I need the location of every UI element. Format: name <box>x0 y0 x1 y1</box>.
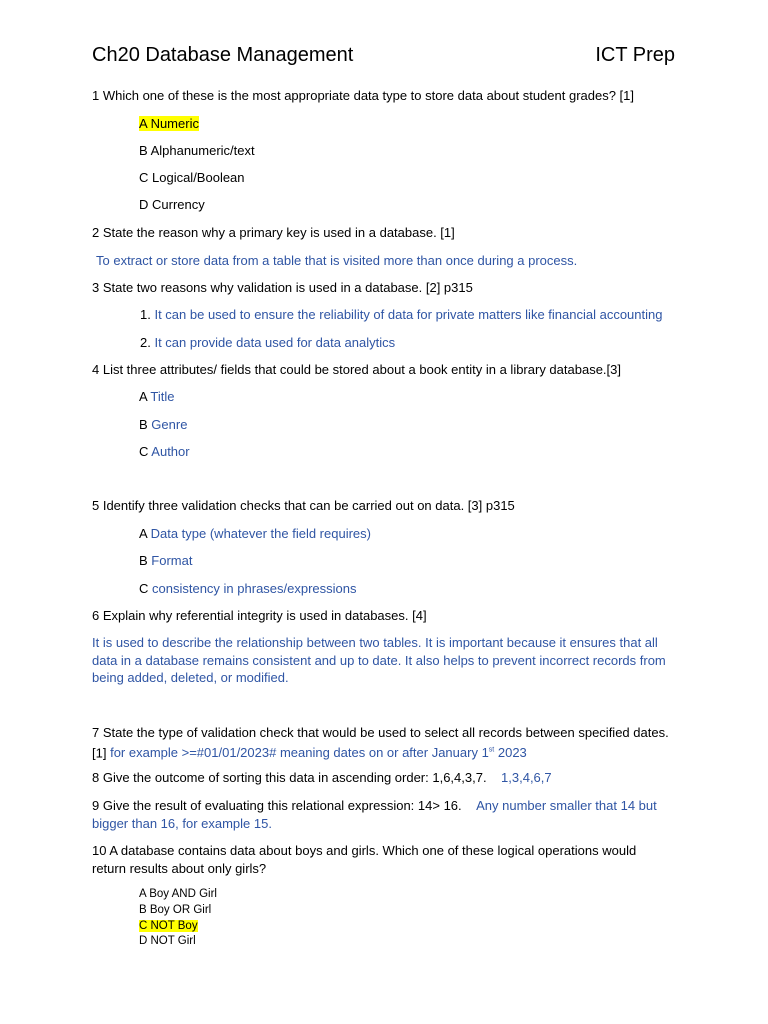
q5-answer-c <box>139 580 357 597</box>
q9-answer-a: Any number smaller that 14 but <box>476 798 657 813</box>
q7-answer-year: 2023 <box>494 745 527 761</box>
q5-answer-b <box>139 552 192 569</box>
page-header <box>92 44 675 70</box>
q1-option-a <box>139 115 199 132</box>
q5-answer-b-text: Format <box>151 553 193 568</box>
q7-answer-line <box>92 742 527 761</box>
q4-answer-a <box>139 388 174 405</box>
q5-label-c: C <box>139 581 149 596</box>
q1-option-a-highlight: A Numeric <box>139 116 199 131</box>
q3-answer-2 <box>140 334 395 351</box>
q6-answer: It is used to describe the relationship between two tables. It is important because it ensures that all data in a database remains consistent and up to date. It also helps to prevent incorrect records from being added, deleted, or modified. <box>92 635 666 685</box>
question-6: 6 Explain why referential integrity is used in databases. [4] <box>92 608 427 623</box>
q4-answer-c-text: Author <box>151 444 190 459</box>
question-3: 3 State two reasons why validation is used in a database. [2] p315 <box>92 280 473 295</box>
q5-answer-c-text: consistency in phrases/expressions <box>152 581 357 596</box>
question-10-a: 10 A database contains data about boys and girls. Which one of these logical operations would <box>92 843 637 858</box>
q5-label-b: B <box>139 553 148 568</box>
q4-answer-b <box>139 416 187 433</box>
q9-answer-b: bigger than 16, for example 15. <box>92 816 272 831</box>
q10-option-b: B Boy OR Girl <box>139 904 212 916</box>
q3-answer-1-number: 1. <box>140 307 151 322</box>
q5-answer-a <box>139 525 371 542</box>
q1-option-c: C Logical/Boolean <box>139 170 245 185</box>
q5-label-a: A <box>139 526 147 541</box>
question-9-line <box>92 797 657 814</box>
q7-mark: [1] <box>92 745 107 761</box>
question-1: 1 Which one of these is the most appropriate data type to store data about student grades? [1] <box>92 88 635 103</box>
question-9: 9 Give the result of evaluating this relational expression: 14> 16. <box>92 798 462 813</box>
q10-option-c <box>139 919 198 934</box>
q1-option-d: D Currency <box>139 197 205 212</box>
q3-answer-1 <box>140 306 662 323</box>
question-8: 8 Give the outcome of sorting this data in ascending order: 1,6,4,3,7. <box>92 770 487 785</box>
page-title: Ch20 Database Management <box>92 44 354 66</box>
question-5: 5 Identify three validation checks that can be carried out on data. [3] p315 <box>92 498 515 513</box>
q10-option-d: D NOT Girl <box>139 935 196 947</box>
question-4: 4 List three attributes/ fields that could be stored about a book entity in a library database.[3] <box>92 362 621 377</box>
q7-answer <box>110 745 527 760</box>
q7-answer-superscript: st <box>488 747 495 754</box>
q1-option-b: B Alphanumeric/text <box>139 143 255 158</box>
page-subject: ICT Prep <box>595 44 675 66</box>
q4-label-a: A <box>139 389 147 404</box>
q10-option-c-highlight: C NOT Boy <box>139 920 198 932</box>
q3-answer-2-text: It can provide data used for data analytics <box>154 335 396 350</box>
q2-answer: To extract or store data from a table that is visited more than once during a process. <box>96 253 578 268</box>
q5-answer-a-text: Data type (whatever the field requires) <box>150 526 371 541</box>
question-2: 2 State the reason why a primary key is used in a database. [1] <box>92 225 455 240</box>
question-7: 7 State the type of validation check that would be used to select all records between specified dates. <box>92 725 669 740</box>
q3-answer-2-number: 2. <box>140 335 151 350</box>
q8-answer: 1,3,4,6,7 <box>501 770 552 785</box>
q4-answer-a-text: Title <box>150 389 175 404</box>
q3-answer-1-text: It can be used to ensure the reliability of data for private matters like financial accounting <box>154 307 663 322</box>
question-10-b: return results about only girls? <box>92 861 267 876</box>
q4-label-b: B <box>139 417 148 432</box>
q10-option-a: A Boy AND Girl <box>139 888 217 900</box>
q4-answer-c <box>139 443 190 460</box>
q7-answer-text: for example >=#01/01/2023# meaning dates on or after January 1 <box>110 745 489 761</box>
q4-answer-b-text: Genre <box>151 417 188 432</box>
q4-label-c: C <box>139 444 149 459</box>
question-8-line <box>92 769 552 786</box>
